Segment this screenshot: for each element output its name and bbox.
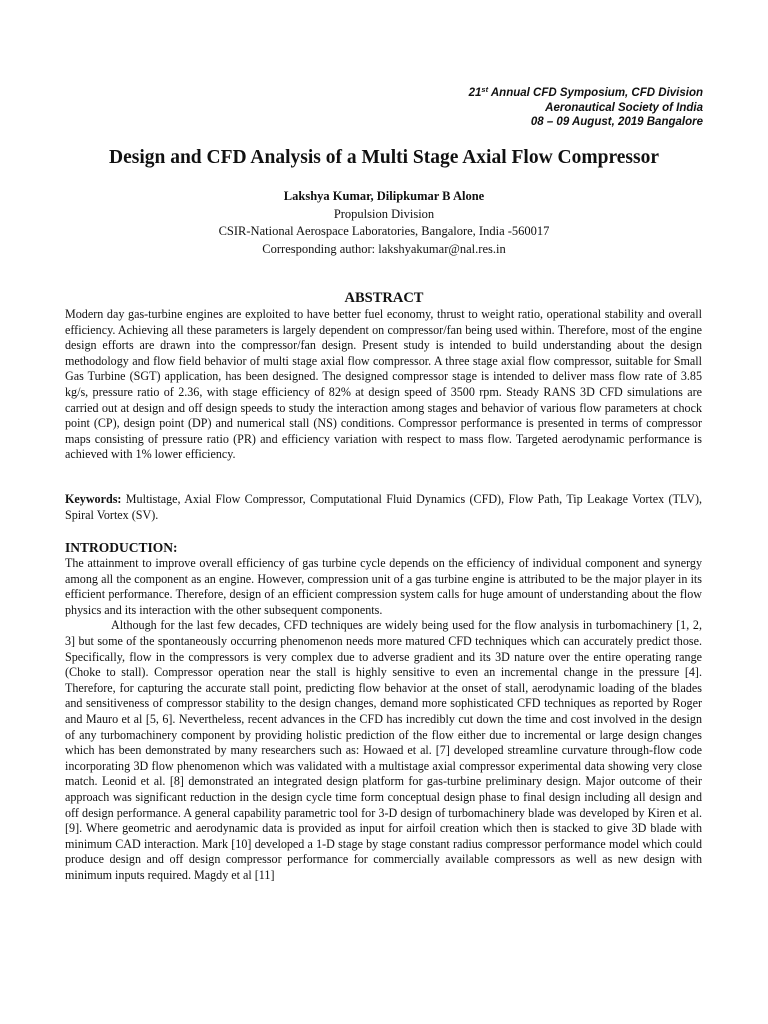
corresponding-author: Corresponding author: lakshyakumar@nal.res.in — [262, 241, 506, 256]
abstract-text — [65, 307, 702, 463]
conference-ordinal-suffix: st — [481, 85, 489, 94]
introduction-paragraph-2: Although for the last few decades, CFD techniques are widely being used for the flow analysis in turbomachinery [1, 2, 3] but some of the spontaneously occurring phenomenon needs more matured CFD techniques which can accurately predict those. Specifically, flow in the compressors is very complex due to adverse gradient and its 3D nature over the entire operating range (Choke to stall). Compressor operation near the stall is highly sensitive to even an incremental change in the pressure [4]. Therefore, for capturing the accurate stall point, predicting flow behavior at the onset of stall, aerodynamic loading of the blades and sensitiveness of compressor stability to the design changes, demand more sophisticated CFD techniques as reported by Roger and Mauro et al [5, 6]. Nevertheless, recent advances in the CFD has incredibly cut down the time and cost involved in the design of any turbomachinery component by providing holistic prediction of the flow either due to incremental or large design changes which has been demonstrated by many researchers such as: Howaed et al. [7] developed streamline curvature through-flow code incorporating 3D flow phenomenon which was validated with a multistage axial compressor experimental data showing very close match. Leonid et al. [8] demonstrated an integrated design platform for gas-turbine preliminary design. Major outcome of their approach was significant reduction in the design cycle time form conceptual design phase to final design including all design and off design performance. A general capability parametric tool for 3-D design of turbomachinery blade was developed by Kiren et al. [9]. Where geometric and aerodynamic data is provided as input for airfoil creation which then is stacked to give 3D blade with minimum CAD interaction. Mark [10] developed a 1-D stage by stage constant radius compressor performance model which could produce design and off design compressor performance for commercially available compressors as well as new design with minimum inputs required. Magdy et al [11] — [65, 618, 702, 882]
conference-line-1 — [469, 86, 703, 101]
introduction-text — [65, 556, 702, 883]
keywords — [65, 492, 702, 523]
author-names: Lakshya Kumar, Dilipkumar B Alone — [283, 189, 485, 203]
conference-line-2: Aeronautical Society of India — [545, 101, 703, 114]
paper-title: Design and CFD Analysis of a Multi Stage Axial Flow Compressor — [109, 147, 659, 168]
conference-line-1-text: Annual CFD Symposium, CFD Division — [488, 87, 703, 99]
keywords-label: Keywords: — [65, 492, 122, 506]
author-block — [40, 188, 728, 258]
keywords-text: Multistage, Axial Flow Compressor, Computational Fluid Dynamics (CFD), Flow Path, Tip Leakage Vortex (TLV), Spiral Vortex (SV). — [65, 492, 702, 522]
affiliation-institution: CSIR-National Aerospace Laboratories, Bangalore, India -560017 — [218, 224, 550, 239]
abstract-heading: ABSTRACT — [344, 290, 424, 306]
introduction-paragraph-1: The attainment to improve overall efficiency of gas turbine cycle depends on the efficiency of individual component and synergy among all the component as an engine. However, compression unit of a gas turbine engine is attributed to be the major player in its efficient performance. Therefore, design of an efficient compression system calls for huge amount of understanding about the flow physics and its interaction with the other subsequent components. — [65, 556, 702, 617]
abstract-paragraph: Modern day gas-turbine engines are exploited to have better fuel economy, thrust to weight ratio, operational stability and overall efficiency. Achieving all these parameters is largely dependent on compressor/fan being used within. Therefore, most of the engine design efforts are drawn into the compressor/fan design. Present study is intended to build understanding about the design methodology and flow field behavior of multi stage axial flow compressor. A three stage axial flow compressor, suitable for Small Gas Turbine (SGT) application, has been designed. The designed compressor stage is intended to deliver mass flow rate of 3.85 kg/s, pressure ratio of 2.36, with stage efficiency of 82% at design speed of 3500 rpm. Steady RANS 3D CFD simulations are carried out at design and off design speeds to study the interaction among stages and behavior of various flow parameters at chock point (CP), design point (DP) and numerical stall (NS) conditions. Compressor performance is presented in terms of compressor maps consisting of pressure ratio (PR) and efficiency variation with respect to mass flow. Targeted aerodynamic performance is achieved with 1% lower efficiency. — [65, 307, 702, 462]
introduction-heading: INTRODUCTION: — [65, 540, 178, 555]
affiliation-division: Propulsion Division — [333, 206, 435, 221]
conference-ordinal-number: 21 — [468, 87, 482, 99]
conference-header — [469, 86, 703, 130]
conference-line-3: 08 – 09 August, 2019 Bangalore — [530, 116, 703, 128]
